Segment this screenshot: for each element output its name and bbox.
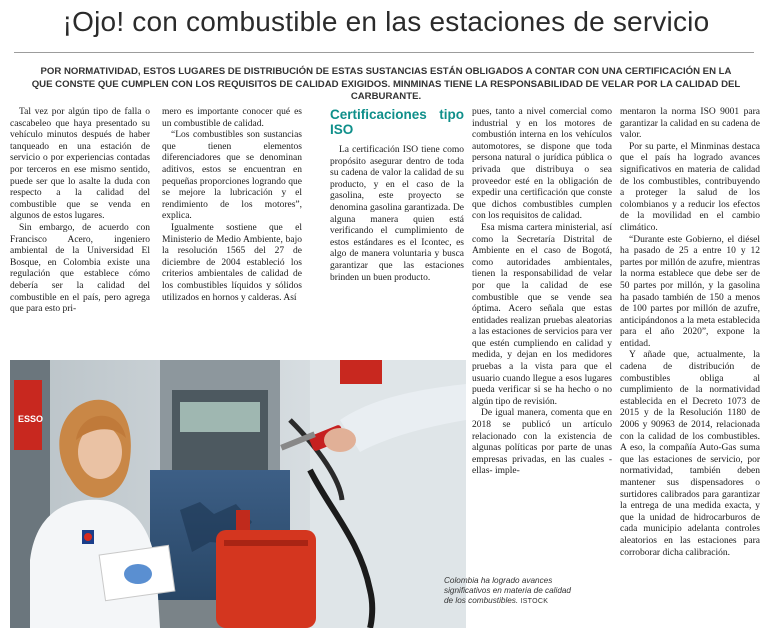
paragraph: Esa misma cartera ministerial, así como la Secretaría Distrital de Ambiente en el caso de Bogotá, como autoridades ambientales, tienen la responsabilidad de velar por que la calidad de ese combustible que se vende sea óptima. Acero señala que estas entidades realizan pruebas aleatorias a las estaciones de servicios para ver que estén cumpliendo en calidad y medida, y dejan en los medidores pruebas a la vista para que el usuario cuando llegue a esos lugares pueda verificar si se ha hecho o no algún tipo de revisión.: [472, 222, 612, 407]
deck: POR NORMATIVIDAD, ESTOS LUGARES DE DISTRIBUCIÓN DE ESTAS SUSTANCIAS ESTÁN OBLIGADOS A CONTAR CON UNA CERTIFICACIÓN EN LA QUE CONSTE QUE CUMPLEN CON LOS REQUISITOS DE CALIDAD EXIGIDOS. MINMINAS TIENE LA RESPONSABILIDAD DE VELAR POR LA CALIDAD DEL CARBURANTE.: [31, 66, 741, 102]
photo-credit: ISTOCK: [520, 598, 549, 605]
paragraph: Y añade que, actualmente, la cadena de distribución de combustibles obliga al cumplimiento de la normatividad establecida en el Decreto 1073 de 2015 y de la Resolución 1180 de 2006 y 90963 de 2014, relacionada con la calidad de los combustibles. A eso, la compañía Auto-Gas suma que las estaciones de servicio, por normatividad, también deben mantener sus dispensadores o surtidores calibrados para garantizar la entrega de una medida exacta, y que la unidad de hidrocarburos de cada municipio adelanta controles aleatorios en las estaciones para corroborar dicha calibración.: [620, 350, 760, 558]
paragraph: “Durante este Gobierno, el diésel ha pasado de 25 a entre 10 y 12 partes por millón de azufre, mientras la norma establece que debe ser de 50 partes por millón, y la gasolina ha pasado también de 150 a menos de 100 partes por millón de azufre, anticipándonos a la meta establecida para el año 2020”, expone la entidad.: [620, 234, 760, 349]
column-2: [162, 107, 302, 304]
paragraph: “Los combustibles son sustancias que tienen elementos diferenciadores que se denominan aditivos, estos se encuentran en pequeñas proporciones logrando que se mejore la lubricación y el rendimiento de los motores”, explica.: [162, 130, 302, 222]
caption-text: Colombia ha logrado avances significativos en materia de calidad de los combustibles.: [444, 576, 571, 605]
headline-rule: [14, 52, 754, 53]
paragraph: mero es importante conocer qué es un combustible de calidad.: [162, 107, 302, 129]
column-5: [620, 107, 760, 559]
paragraph: pues, tanto a nivel comercial como industrial y en los motores de combustión interna en los vehículos automotores, se dispone que toda persona natural o jurídica pública o privada que distribuya o sea proveedor esté en la obligación de expedir una certificación que conste que dichos combustibles cumplen con los requisitos de calidad.: [472, 107, 612, 222]
paragraph: Por su parte, el Minminas destaca que el país ha logrado avances significativos en materia de calidad de los combustibles, contribuyendo a proteger la salud de los colombianos y a reducir los efectos de la movilidad en el cambio climático.: [620, 141, 760, 233]
paragraph: Sin embargo, de acuerdo con Francisco Acero, ingeniero ambiental de la Universidad El Bosque, en Colombia existe una regulación que establece cómo debería ser la calidad del combustible en el país, pero agrega que para esto pri-: [10, 222, 150, 315]
column-4: [472, 107, 612, 478]
headline: ¡Ojo! con combustible en las estaciones de servicio: [62, 6, 710, 37]
column-3: [330, 107, 464, 284]
paragraph: Igualmente sostiene que el Ministerio de Medio Ambiente, bajo la resolución 1565 del 27 de diciembre de 2004 estableció los criterios ambientales de calidad de los combustibles líquidos y sólidos utilizados en hornos y calderas. Así: [162, 222, 302, 303]
esso-sign-text: ESSO: [18, 414, 44, 424]
paragraph: De igual manera, comenta que en 2018 se publicó un artículo relacionado con la existencia de algunas políticas por parte de unas empresas privadas, en las cuales -ellas- imple-: [472, 408, 612, 477]
subheading: Certificaciones tipo ISO: [330, 107, 464, 137]
photo-caption: [444, 576, 580, 607]
article-photo: [10, 360, 466, 628]
column-1: [10, 107, 150, 316]
paragraph: La certificación ISO tiene como propósito asegurar dentro de toda su cadena de valor la calidad de su producto, y en el caso de la gasolina, este proyecto se denomina gasolina garantizada. De alguna manera quien está verificando el cumplimiento de estos estándares es el Icontec, es algo de manera voluntaria y busca garantizar que las estaciones brinden un buen producto.: [330, 145, 464, 283]
paragraph: mentaron la norma ISO 9001 para garantizar la calidad en su cadena de valor.: [620, 107, 760, 141]
paragraph: Tal vez por algún tipo de falla o cascabeleo que haya presentado su vehículo minutos después de haber tanqueado en una estación de servicio o por experiencias contadas por terceros en ese mismo sentido, puede ser que lo asalte la duda con respecto a la calidad del combustible que se venda en algunos de estos lugares.: [10, 107, 150, 222]
